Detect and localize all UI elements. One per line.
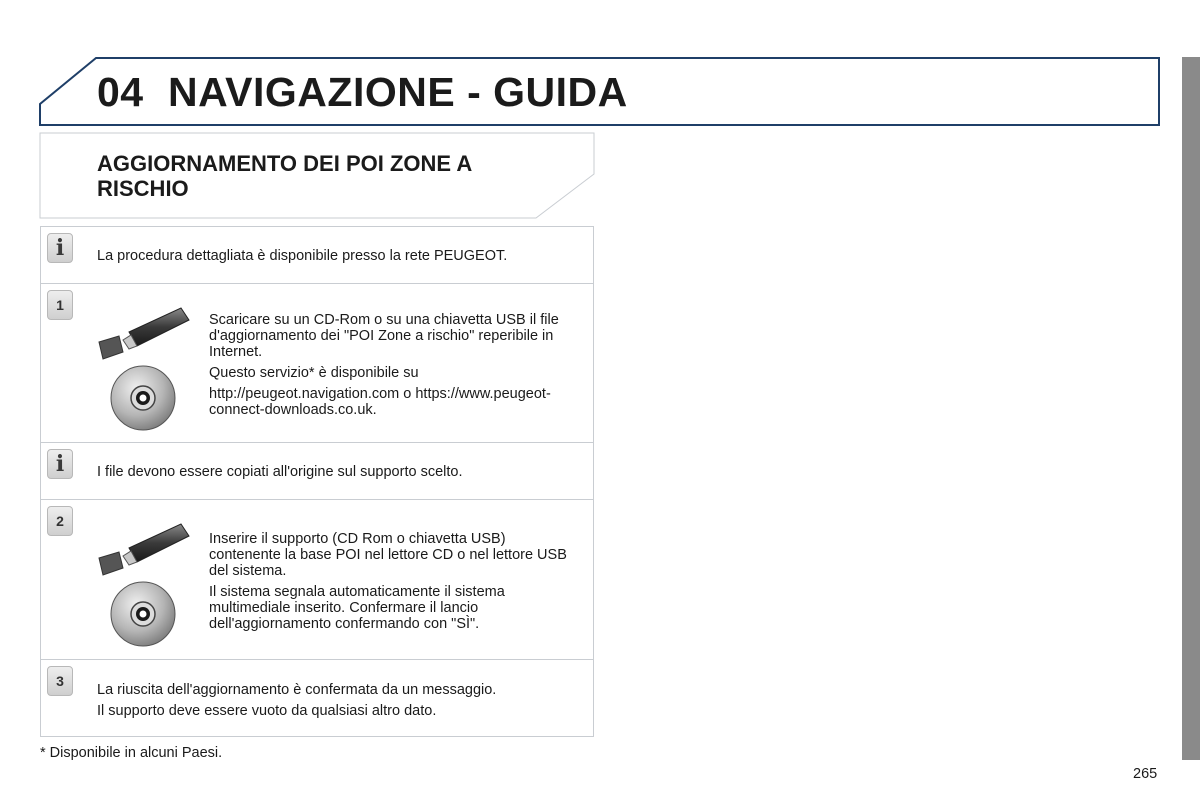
section-title: AGGIORNAMENTO DEI POI ZONE A RISCHIO [97,151,472,201]
usb-stick-icon [97,518,193,578]
footnote: * Disponibile in alcuni Paesi. [40,745,223,761]
info-text: La procedura dettagliata è disponibile presso la rete PEUGEOT. [97,248,508,264]
step-3-text [97,682,496,719]
step-1-line-2: Questo servizio* è disponibile su [209,365,419,381]
step-1-text [209,312,579,418]
info-row-network [40,226,594,284]
step-1-line-3: http://peugeot.navigation.com o https://www.peugeot-connect-downloads.co.uk. [209,386,551,418]
page-number: 265 [1133,766,1158,782]
cd-rom-icon [109,580,177,648]
step-2-text [209,531,579,632]
step-row-3 [40,659,594,737]
cd-rom-icon [109,364,177,432]
info-badge-icon: i [47,449,73,479]
info-row-copy [40,442,594,500]
chapter-edge-tab [1182,57,1200,760]
usb-stick-icon [97,302,193,362]
step-2-line-1: Inserire il supporto (CD Rom o chiavetta USB) contenente la base POI nel lettore CD o nel lettore USB del sistema. [209,531,567,579]
step-3-line-1: La riuscita dell'aggiornamento è confermata da un messaggio. [97,682,497,698]
step-row-1 [40,283,594,443]
step-row-2 [40,499,594,660]
chapter-title: NAVIGAZIONE - GUIDA [168,69,628,115]
step-badge-1: 1 [47,290,73,320]
step-1-line-1: Scaricare su un CD-Rom o su una chiavetta USB il file d'aggiornamento dei "POI Zone a rischio" reperibile in Internet. [209,312,559,360]
info-badge-icon: i [47,233,73,263]
chapter-number: 04 [97,69,144,115]
info-text: I file devono essere copiati all'origine sul supporto scelto. [97,464,463,480]
step-3-line-2: Il supporto deve essere vuoto da qualsiasi altro dato. [97,703,437,719]
step-2-line-2: Il sistema segnala automaticamente il sistema multimediale inserito. Confermare il lancio dell'aggiornamento confermando con "SÌ". [209,584,505,632]
step-badge-3: 3 [47,666,73,696]
step-badge-2: 2 [47,506,73,536]
